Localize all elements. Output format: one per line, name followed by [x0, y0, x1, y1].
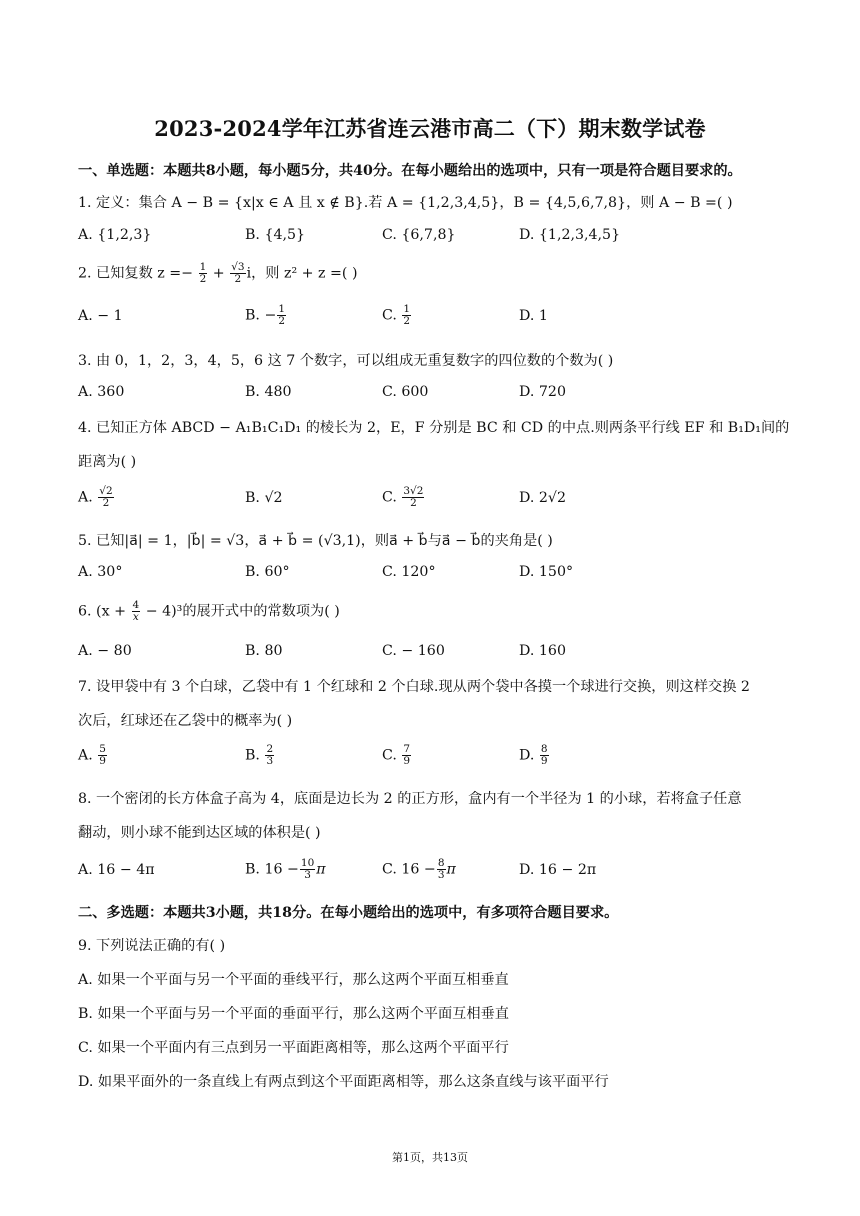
question-3-option-b: B. 480	[245, 384, 292, 400]
question-3-option-c: C. 600	[382, 384, 429, 400]
fraction: $\frac{√3}{2}$	[231, 261, 245, 285]
question-2-option-a: A. − 1	[78, 308, 123, 324]
question-6-option-c: C. − 160	[382, 643, 445, 659]
question-2-options	[78, 303, 798, 332]
question-6-option-b: B. 80	[245, 643, 283, 659]
question-4-stem-cont: 距离为( )	[78, 454, 137, 470]
question-8-option-b: B. 16 − $\frac{10}{3}$ π	[245, 857, 326, 881]
question-3-stem: 3. 由 0，1，2，3，4，5，6 这 7 个数字，可以组成无重复数字的四位数的个数为( )	[78, 353, 614, 369]
question-2-option-c: C. $\frac{1}{2}$	[382, 303, 411, 327]
question-9-option-b: B. 如果一个平面与另一个平面的垂面平行，那么这两个平面互相垂直	[78, 1006, 509, 1022]
section-multiple-choice-heading: 二、多选题：本题共3小题，共18分。在每小题给出的选项中，有多项符合题目要求。	[78, 905, 619, 921]
question-2-option-d: D. 1	[519, 308, 548, 324]
question-4-options	[78, 485, 798, 514]
question-8-option-c: C. 16 − $\frac{8}{3}$ π	[382, 857, 456, 881]
question-1-option-d: D. {1,2,3,4,5}	[519, 227, 621, 243]
question-4-option-c: C. $\frac{3√2}{2}$	[382, 485, 424, 509]
question-5-option-c: C. 120°	[382, 564, 436, 580]
question-2-option-b: B. − $\frac{1}{2}$	[245, 303, 286, 327]
question-5-option-d: D. 150°	[519, 564, 574, 580]
question-4-stem: 4. 已知正方体 ABCD − A₁B₁C₁D₁ 的棱长为 2，E，F 分别是 BC 和 CD 的中点.则两条平行线 EF 和 B₁D₁间的	[78, 420, 790, 436]
question-3-option-a: A. 360	[78, 384, 125, 400]
question-8-options	[78, 857, 798, 886]
section-single-choice-heading: 一、单选题：本题共8小题，每小题5分，共40分。在每小题给出的选项中，只有一项是符合题目要求的。	[78, 163, 742, 179]
question-1-stem: 1. 定义：集合 A − B = {x|x ∈ A 且 x ∉ B}.若 A = {1,2,3,4,5}，B = {4,5,6,7,8}，则 A − B =( )	[78, 195, 733, 211]
question-5-option-a: A. 30°	[78, 564, 123, 580]
question-7-stem-cont: 次后，红球还在乙袋中的概率为( )	[78, 713, 293, 729]
question-9-stem: 9. 下列说法正确的有( )	[78, 938, 226, 954]
question-4-option-d: D. 2√2	[519, 490, 566, 506]
question-5-option-b: B. 60°	[245, 564, 290, 580]
page-footer: 第1页，共13页	[392, 1151, 468, 1164]
question-7-option-b: B. $\frac{2}{3}$	[245, 743, 274, 767]
question-7-stem: 7. 设甲袋中有 3 个白球，乙袋中有 1 个红球和 2 个白球.现从两个袋中各摸一个球进行交换，则这样交换 2	[78, 679, 750, 695]
question-6-options	[78, 643, 798, 667]
question-4-option-a: A. $\frac{√2}{2}$	[78, 485, 113, 509]
question-5-options	[78, 564, 798, 588]
question-4-option-b: B. √2	[245, 490, 283, 506]
question-6-option-d: D. 160	[519, 643, 566, 659]
question-1-options	[78, 227, 798, 251]
question-6-stem: 6. (x + $\frac{4}{x}$ − 4)³的展开式中的常数项为( )	[78, 599, 340, 623]
question-1-option-b: B. {4,5}	[245, 227, 306, 243]
question-9-option-c: C. 如果一个平面内有三点到另一平面距离相等，那么这两个平面平行	[78, 1040, 509, 1056]
question-8-option-d: D. 16 − 2π	[519, 862, 597, 878]
question-9-option-a: A. 如果一个平面与另一个平面的垂线平行，那么这两个平面互相垂直	[78, 972, 509, 988]
question-9-option-d: D. 如果平面外的一条直线上有两点到这个平面距离相等，那么这条直线与该平面平行	[78, 1074, 609, 1090]
question-1-option-c: C. {6,7,8}	[382, 227, 456, 243]
question-7-option-d: D. $\frac{8}{9}$	[519, 743, 548, 767]
question-6-option-a: A. − 80	[78, 643, 132, 659]
question-8-option-a: A. 16 − 4π	[78, 862, 155, 878]
question-1-option-a: A. {1,2,3}	[78, 227, 152, 243]
question-8-stem-cont: 翻动，则小球不能到达区域的体积是( )	[78, 825, 321, 841]
question-7-option-a: A. $\frac{5}{9}$	[78, 743, 106, 767]
page-title: 2023-2024学年江苏省连云港市高二（下）期末数学试卷	[154, 116, 706, 141]
question-3-options	[78, 384, 798, 408]
question-3-option-d: D. 720	[519, 384, 566, 400]
question-7-options	[78, 743, 798, 772]
question-8-stem: 8. 一个密闭的长方体盒子高为 4，底面是边长为 2 的正方形，盒内有一个半径为 1 的小球，若将盒子任意	[78, 791, 742, 807]
question-5-stem: 5. 已知|a⃗| = 1，|b⃗| = √3，a⃗ + b⃗ = (√3,1)，则a⃗ + b⃗与a⃗ − b⃗的夹角是( )	[78, 533, 553, 549]
fraction: $\frac{1}{2}$	[199, 261, 207, 285]
question-7-option-c: C. $\frac{7}{9}$	[382, 743, 411, 767]
question-2-stem: 2. 已知复数 z =− $\frac{1}{2}$ + $\frac{√3}{2}$ i，则 z² + z =( )	[78, 261, 358, 285]
